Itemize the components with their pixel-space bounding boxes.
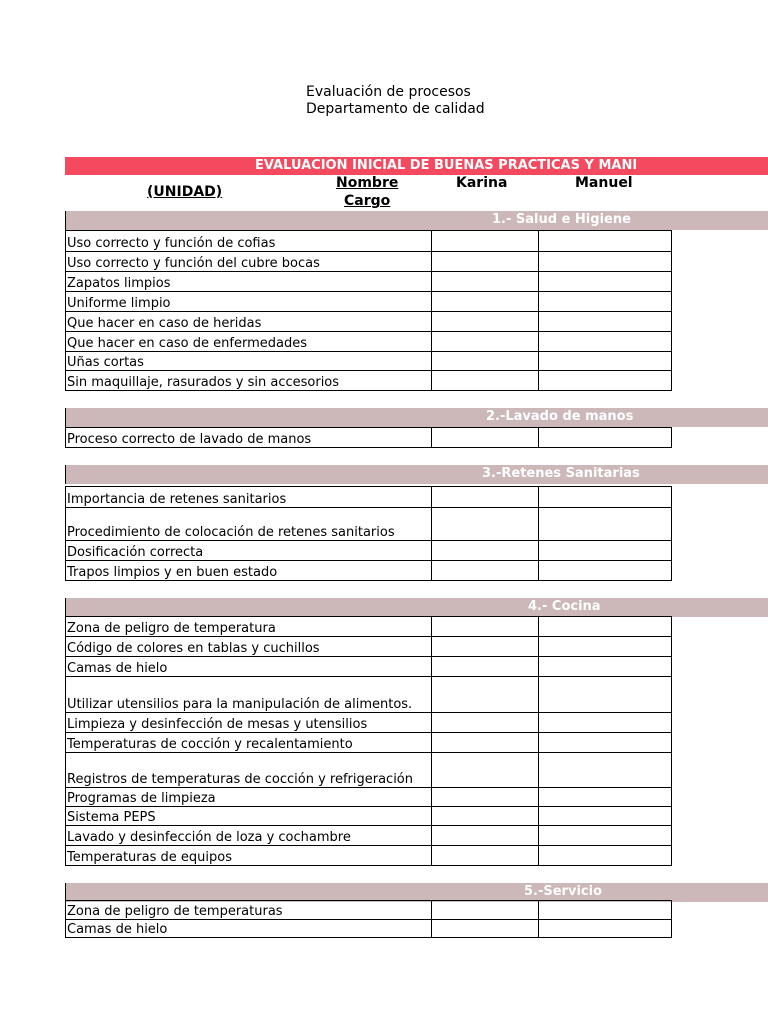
criterion-cell: Sistema PEPS [66,807,432,826]
criterion-cell: Registros de temperaturas de cocción y refrigeración [66,753,432,788]
criterion-cell: Zona de peligro de temperatura [66,617,432,637]
criterion-cell: Lavado y desinfección de loza y cochambre [66,826,432,846]
table-row [66,753,672,788]
manuel-check-cell[interactable] [539,617,672,637]
criterion-cell: Camas de hielo [66,657,432,677]
criterion-cell: Uniforme limpio [66,292,432,312]
nombre-label: Nombre [336,175,399,191]
manuel-check-cell[interactable] [539,541,672,561]
table-row [66,846,672,866]
table-row [66,312,672,332]
table-row [66,733,672,753]
manuel-check-cell[interactable] [539,561,672,581]
table-row [66,371,672,391]
criterion-cell: Utilizar utensilios para la manipulación de alimentos. [66,677,432,713]
karina-check-cell[interactable] [432,617,539,637]
table-row [66,487,672,508]
karina-check-cell[interactable] [432,657,539,677]
karina-check-cell[interactable] [432,231,539,252]
criterion-cell: Trapos limpios y en buen estado [66,561,432,581]
criterion-cell: Importancia de retenes sanitarios [66,487,432,508]
document-header [306,84,485,118]
karina-check-cell[interactable] [432,487,539,508]
evaluation-banner [65,157,768,175]
criterion-cell: Zona de peligro de temperaturas [66,901,432,920]
table-row [66,826,672,846]
criterion-cell: Uso correcto y función de cofias [66,231,432,252]
section-title: 3.-Retenes Sanitarias [482,466,640,481]
manuel-check-cell[interactable] [539,713,672,733]
table-row [66,352,672,371]
criterion-cell: Procedimiento de colocación de retenes sanitarios [66,508,432,541]
table-salud-higiene [65,230,672,391]
manuel-check-cell[interactable] [539,292,672,312]
karina-check-cell[interactable] [432,272,539,292]
table-row [66,677,672,713]
table-servicio [65,900,672,938]
criterion-cell: Temperaturas de equipos [66,846,432,866]
karina-check-cell[interactable] [432,753,539,788]
manuel-check-cell[interactable] [539,312,672,332]
karina-check-cell[interactable] [432,788,539,807]
manuel-check-cell[interactable] [539,428,672,448]
karina-check-cell[interactable] [432,371,539,391]
criterion-cell: Limpieza y desinfección de mesas y utensilios [66,713,432,733]
manuel-check-cell[interactable] [539,733,672,753]
karina-check-cell[interactable] [432,541,539,561]
karina-check-cell[interactable] [432,332,539,352]
table-row [66,541,672,561]
karina-check-cell[interactable] [432,677,539,713]
karina-check-cell[interactable] [432,713,539,733]
manuel-check-cell[interactable] [539,807,672,826]
manuel-check-cell[interactable] [539,788,672,807]
criterion-cell: Dosificación correcta [66,541,432,561]
manuel-check-cell[interactable] [539,252,672,272]
evaluation-banner-title: EVALUACIÓN INICIAL DE BUENAS PRACTICAS Y MANI [255,158,638,173]
table-row [66,657,672,677]
table-row [66,561,672,581]
criterion-cell: Proceso correcto de lavado de manos [66,428,432,448]
header-subtitle: Departamento de calidad [306,101,485,117]
manuel-check-cell[interactable] [539,637,672,657]
table-row [66,713,672,733]
table-row [66,428,672,448]
table-retenes-sanitarias [65,486,672,581]
criterion-cell: Código de colores en tablas y cuchillos [66,637,432,657]
manuel-check-cell[interactable] [539,332,672,352]
karina-check-cell[interactable] [432,428,539,448]
table-cocina [65,616,672,866]
section-title: 4.- Cocina [528,599,601,614]
manuel-check-cell[interactable] [539,272,672,292]
section-band-retenes-sanitarias [65,465,768,484]
person-manuel-header: Manuel [575,175,633,191]
section-band-salud-higiene [65,211,768,230]
karina-check-cell[interactable] [432,637,539,657]
section-title: 2.-Lavado de manos [486,409,634,424]
table-row [66,788,672,807]
criterion-cell: Camas de hielo [66,920,432,938]
karina-check-cell[interactable] [432,733,539,753]
karina-check-cell[interactable] [432,292,539,312]
manuel-check-cell[interactable] [539,826,672,846]
table-row [66,332,672,352]
manuel-check-cell[interactable] [539,508,672,541]
karina-check-cell[interactable] [432,508,539,541]
criterion-cell: Programas de limpieza [66,788,432,807]
section-band-cocina [65,598,768,617]
karina-check-cell[interactable] [432,352,539,371]
table-row [66,508,672,541]
karina-check-cell[interactable] [432,846,539,866]
karina-check-cell[interactable] [432,901,539,920]
criterion-cell: Zapatos limpios [66,272,432,292]
table-row [66,231,672,252]
table-row [66,920,672,938]
karina-check-cell[interactable] [432,312,539,332]
manuel-check-cell[interactable] [539,753,672,788]
manuel-check-cell[interactable] [539,846,672,866]
manuel-check-cell[interactable] [539,657,672,677]
table-row [66,252,672,272]
criterion-cell: Uñas cortas [66,352,432,371]
karina-check-cell[interactable] [432,920,539,938]
person-karina-header: Karina [456,175,508,191]
table-row [66,807,672,826]
section-title: 5.-Servicio [524,884,602,899]
karina-check-cell[interactable] [432,807,539,826]
criterion-cell: Que hacer en caso de heridas [66,312,432,332]
manuel-check-cell[interactable] [539,231,672,252]
manuel-check-cell[interactable] [539,352,672,371]
criterion-cell: Que hacer en caso de enfermedades [66,332,432,352]
section-band-lavado-manos [65,408,768,427]
table-lavado-manos [65,427,672,448]
criterion-cell: Uso correcto y función del cubre bocas [66,252,432,272]
table-row [66,292,672,312]
cargo-label: Cargo [344,193,391,209]
section-title: 1.- Salud e Higiene [492,212,631,227]
karina-check-cell[interactable] [432,252,539,272]
criterion-cell: Sin maquillaje, rasurados y sin accesorios [66,371,432,391]
table-row [66,901,672,920]
table-row [66,637,672,657]
table-row [66,272,672,292]
karina-check-cell[interactable] [432,561,539,581]
manuel-check-cell[interactable] [539,677,672,713]
manuel-check-cell[interactable] [539,920,672,938]
table-row [66,617,672,637]
unidad-label: (UNIDAD) [147,184,223,200]
manuel-check-cell[interactable] [539,487,672,508]
manuel-check-cell[interactable] [539,901,672,920]
header-title: Evaluación de procesos [306,84,471,100]
criterion-cell: Temperaturas de cocción y recalentamiento [66,733,432,753]
karina-check-cell[interactable] [432,826,539,846]
manuel-check-cell[interactable] [539,371,672,391]
